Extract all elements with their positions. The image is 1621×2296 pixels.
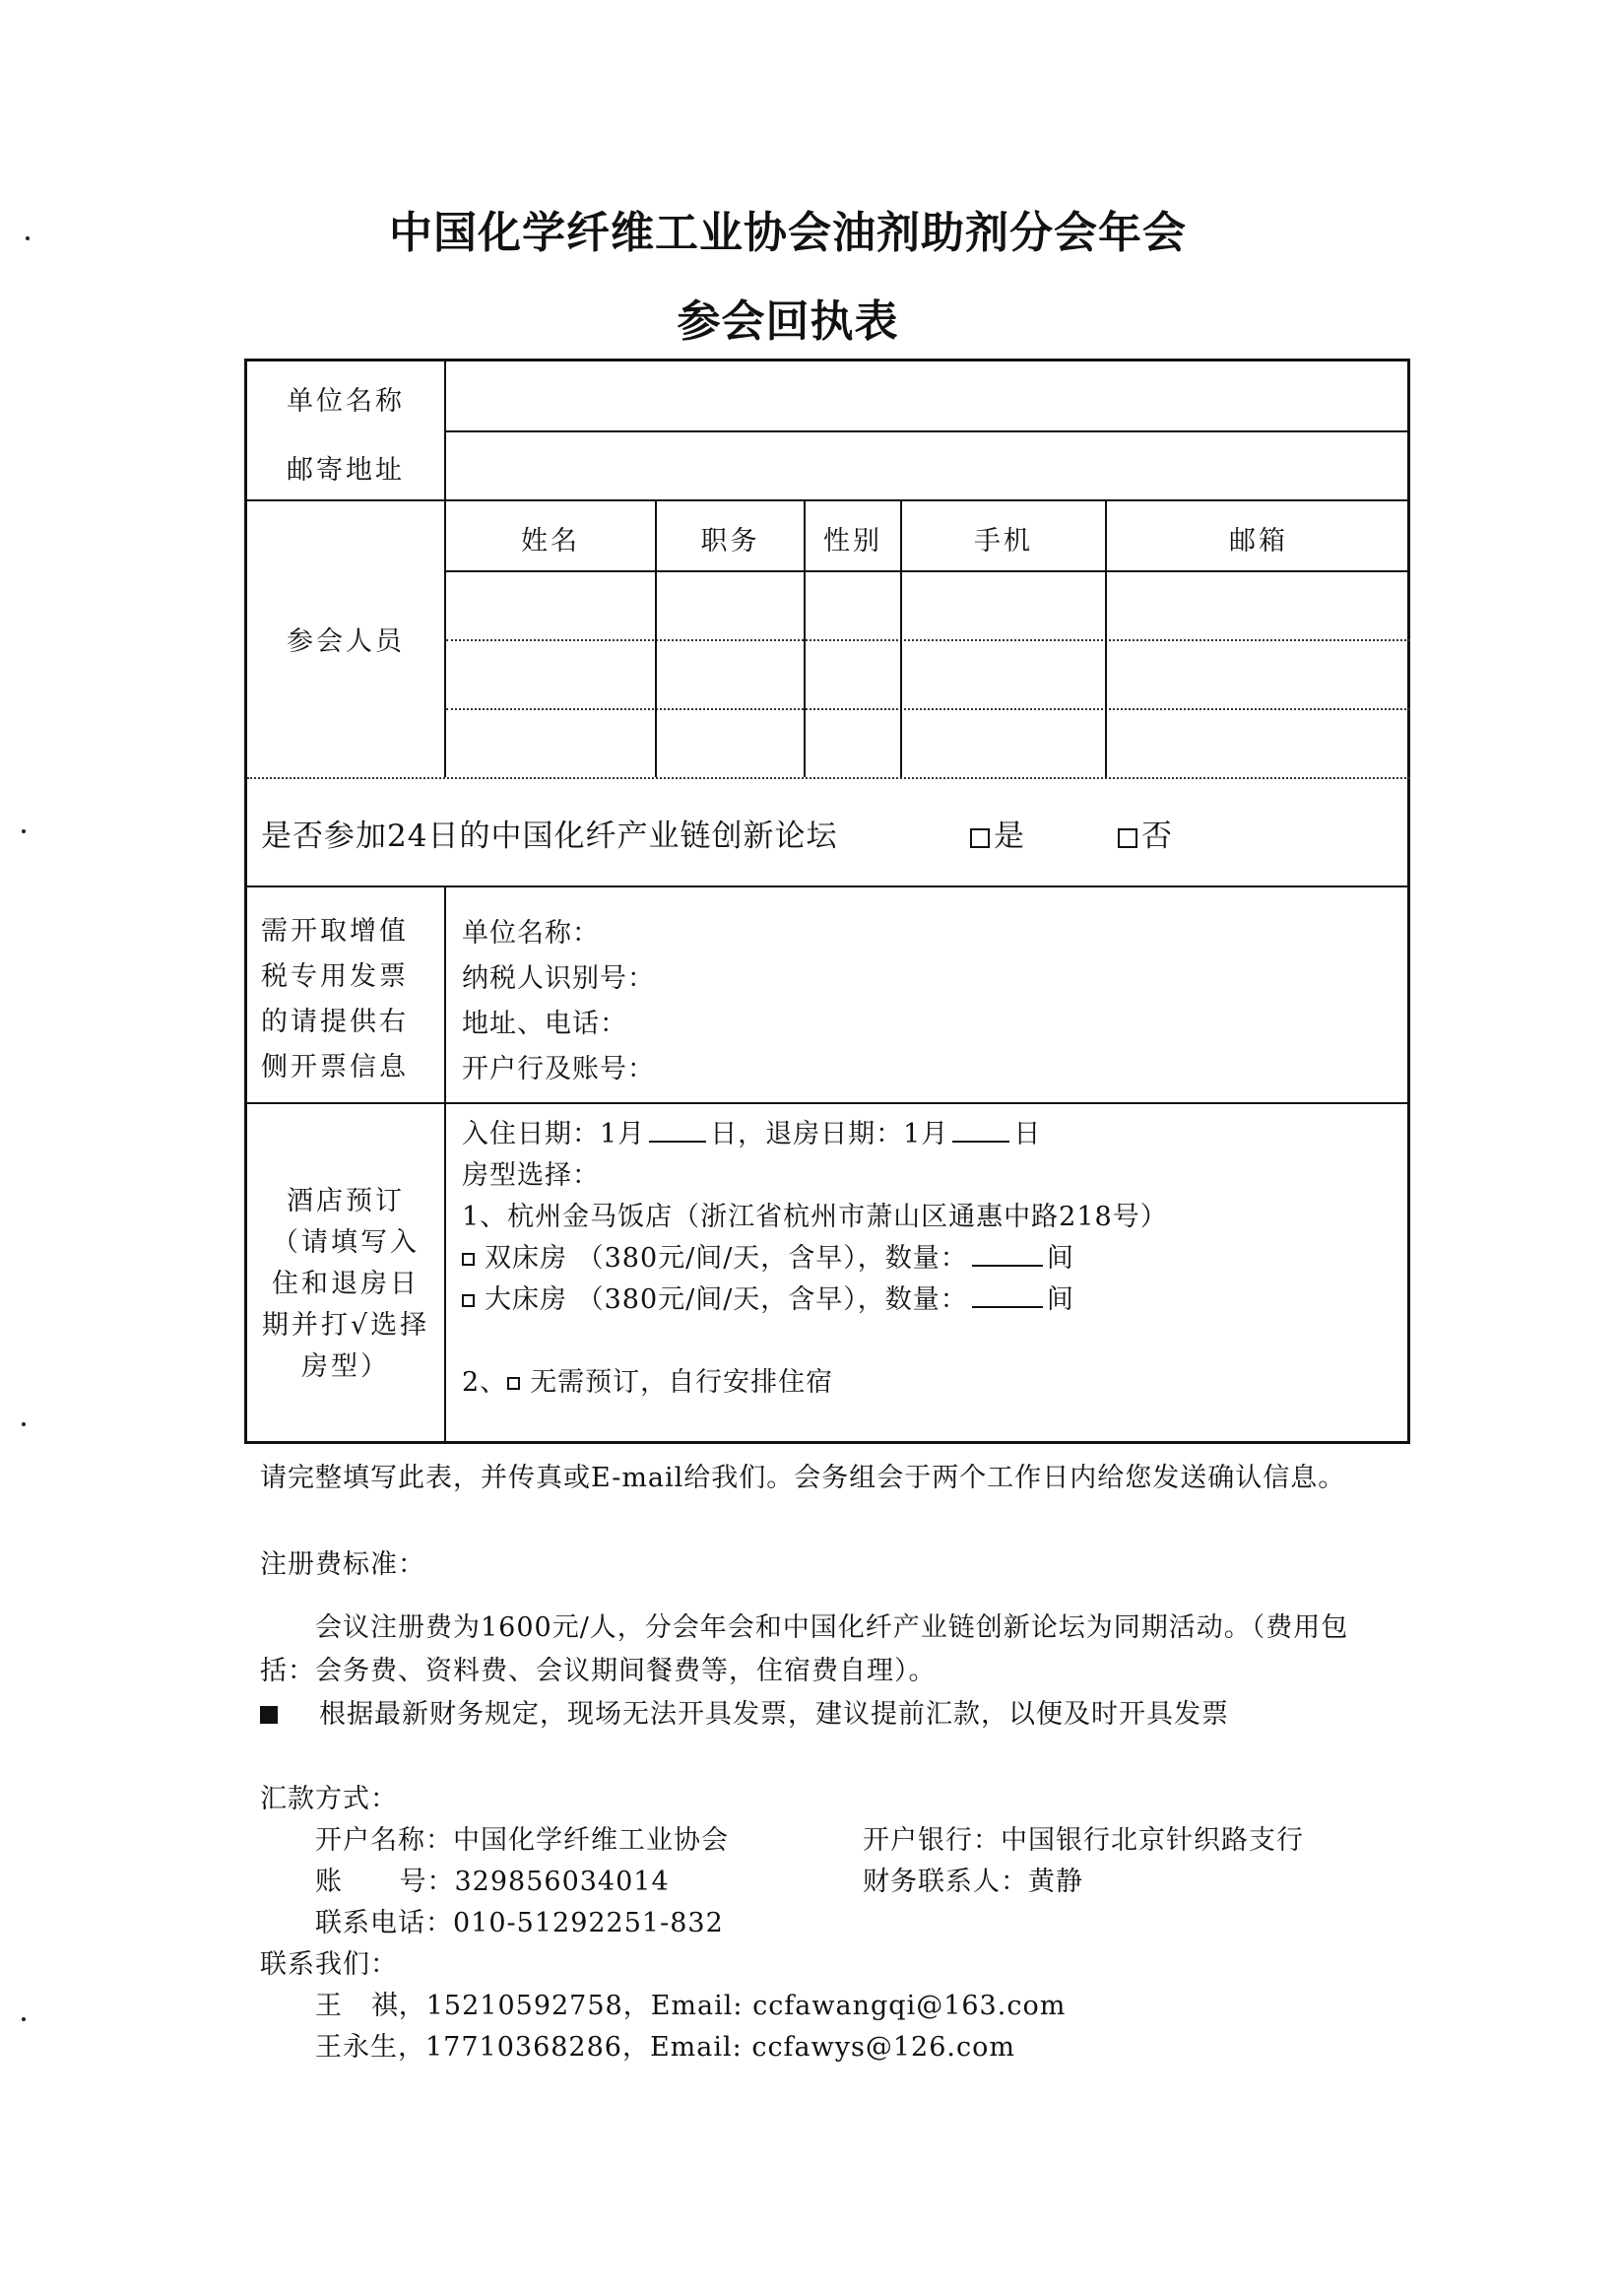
registration-form-table <box>244 359 1410 1444</box>
forum-question: 是否参加24日的中国化纤产业链创新论坛 <box>261 819 838 854</box>
col-header-name: 姓名 <box>521 526 580 557</box>
col-header-email: 邮箱 <box>1229 526 1288 557</box>
payment-account-number: 账 号：329856034014 <box>315 1867 670 1897</box>
twin-room-option[interactable] <box>462 1236 1074 1275</box>
rule-attendee-row-2 <box>446 708 1410 710</box>
twin-room-text: 双床房 （380元/间/天，含早），数量： <box>485 1243 968 1274</box>
fee-heading: 注册费标准： <box>260 1549 425 1580</box>
contact-person-2: 王永生，17710368286，Email: ccfawys@126.com <box>315 2032 1015 2063</box>
no-booking-prefix: 2、 <box>462 1367 508 1398</box>
address-label: 邮寄地址 <box>287 455 405 486</box>
scan-speck <box>22 1422 26 1426</box>
hotel-dates-row <box>462 1112 1041 1150</box>
payment-account-name: 开户名称：中国化学纤维工业协会 <box>315 1825 729 1856</box>
invoice-unit-name-field[interactable]: 单位名称： <box>462 918 600 949</box>
fee-bullet <box>260 1692 1229 1731</box>
checkin-prefix: 入住日期：1月 <box>462 1119 646 1149</box>
fee-line-2: 括：会务费、资料费、会议期间餐费等，住宿费自理）。 <box>260 1656 937 1686</box>
bullet-square-icon <box>260 1706 278 1724</box>
hotel-label-line: （请填写入 <box>272 1227 420 1258</box>
payment-phone: 联系电话：010-51292251-832 <box>315 1908 724 1938</box>
forum-yes-checkbox[interactable] <box>970 828 990 848</box>
invoice-bank-account-field[interactable]: 开户行及账号： <box>462 1054 655 1084</box>
scan-speck <box>22 829 26 833</box>
checkout-prefix: 日，退房日期：1月 <box>710 1119 949 1149</box>
hotel-label-line: 住和退房日 <box>272 1269 420 1299</box>
forum-no-option[interactable] <box>1118 811 1173 855</box>
no-booking-text: 无需预订，自行安排住宿 <box>530 1367 834 1398</box>
contact-person-1: 王 祺，15210592758，Email: ccfawangqi@163.com <box>315 1991 1067 2021</box>
payment-heading: 汇款方式： <box>260 1784 398 1814</box>
unit-name-label: 单位名称 <box>287 386 405 417</box>
document-title: 中国化学纤维工业协会油剂助剂分会年会 <box>389 208 1187 258</box>
forum-yes-label: 是 <box>994 819 1025 854</box>
attendees-label: 参会人员 <box>287 626 405 657</box>
col-header-mobile: 手机 <box>974 526 1033 557</box>
rule-forum-end <box>247 886 1410 887</box>
forum-yes-option[interactable] <box>970 811 1025 855</box>
scan-speck <box>22 2017 26 2021</box>
rule-attendee-row-1 <box>446 639 1410 641</box>
forum-no-label: 否 <box>1141 819 1173 854</box>
hotel-name: 1、杭州金马饭店（浙江省杭州市萧山区通惠中路218号） <box>462 1202 1168 1232</box>
checkin-day-blank[interactable] <box>649 1119 706 1143</box>
invoice-label-line: 税专用发票 <box>261 961 409 992</box>
rule-address-attendees <box>247 499 1410 501</box>
hotel-label-line: 酒店预订 <box>287 1186 405 1216</box>
room-unit: 间 <box>1046 1284 1074 1315</box>
invoice-taxpayer-id-field[interactable]: 纳税人识别号： <box>462 963 655 994</box>
rule-label-column-bottom <box>444 886 446 1444</box>
rule-attendee-header <box>446 570 1410 572</box>
invoice-label-line: 侧开票信息 <box>261 1052 409 1082</box>
hotel-label-line: 房型） <box>301 1351 390 1382</box>
big-room-checkbox[interactable] <box>462 1294 475 1307</box>
invoice-label-line: 需开取增值 <box>261 916 409 947</box>
col-header-position: 职务 <box>700 526 760 557</box>
room-type-label: 房型选择： <box>462 1160 600 1191</box>
big-room-option[interactable] <box>462 1278 1074 1316</box>
rule-invoice-end <box>247 1102 1410 1104</box>
big-room-text: 大床房 （380元/间/天，含早），数量： <box>485 1284 968 1315</box>
fee-bullet-text: 根据最新财务规定，现场无法开具发票，建议提前汇款，以便及时开具发票 <box>319 1699 1229 1730</box>
checkout-suffix: 日 <box>1013 1119 1042 1149</box>
invoice-label-line: 的请提供右 <box>261 1007 409 1037</box>
room-unit: 间 <box>1046 1243 1074 1274</box>
rule-attendee-end <box>247 777 1410 779</box>
no-booking-checkbox[interactable] <box>507 1377 520 1390</box>
submission-notice: 请完整填写此表，并传真或E-mail给我们。会务组会于两个工作日内给您发送确认信息。 <box>260 1463 1346 1493</box>
payment-finance-contact: 财务联系人：黄静 <box>863 1867 1083 1897</box>
checkout-day-blank[interactable] <box>952 1119 1009 1143</box>
col-header-gender: 性别 <box>823 526 882 557</box>
fee-line-1: 会议注册费为1600元/人，分会年会和中国化纤产业链创新论坛为同期活动。（费用包 <box>315 1612 1349 1643</box>
payment-bank: 开户银行：中国银行北京针织路支行 <box>863 1825 1304 1856</box>
no-booking-option[interactable] <box>462 1360 833 1399</box>
twin-room-quantity-blank[interactable] <box>972 1243 1043 1267</box>
contact-heading: 联系我们： <box>260 1949 398 1980</box>
invoice-address-phone-field[interactable]: 地址、电话： <box>462 1009 627 1039</box>
hotel-label-line: 期并打√选择 <box>261 1310 430 1341</box>
rule-label-column-top <box>444 361 446 777</box>
big-room-quantity-blank[interactable] <box>972 1284 1043 1308</box>
scan-speck <box>26 236 30 240</box>
document-subtitle: 参会回执表 <box>677 296 899 347</box>
forum-no-checkbox[interactable] <box>1118 828 1137 848</box>
rule-unit-address <box>446 430 1410 432</box>
twin-room-checkbox[interactable] <box>462 1253 475 1266</box>
